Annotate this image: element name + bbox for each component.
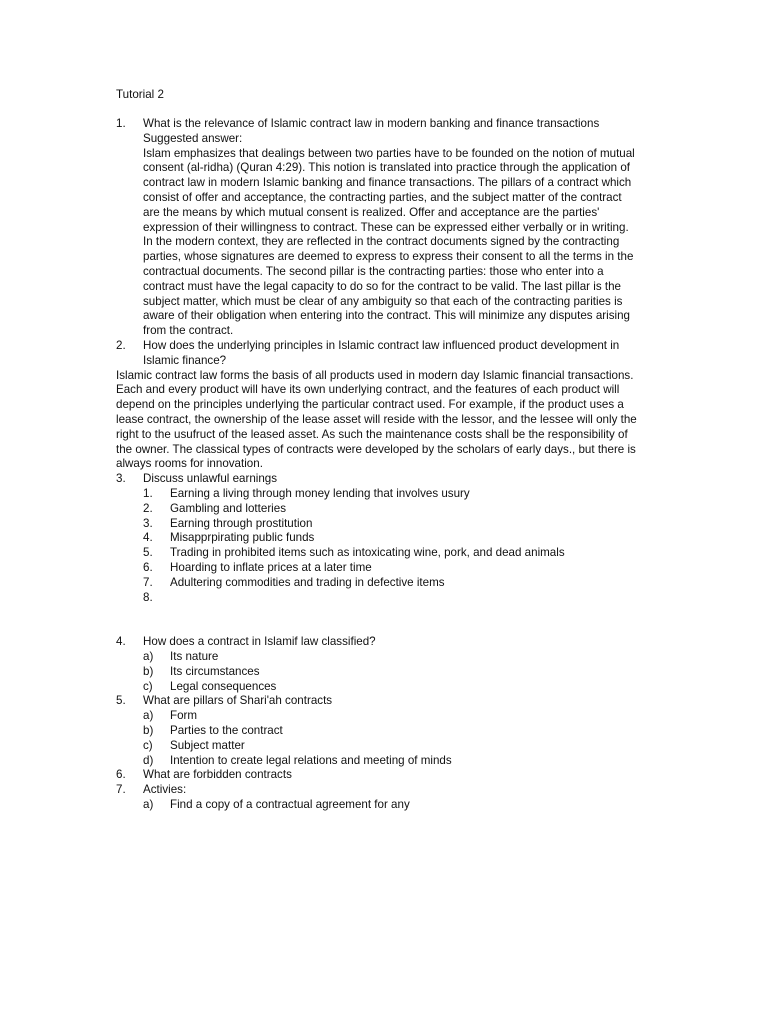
answer-paragraph [143,147,653,339]
answer-line: the owner. The classical types of contracts were developed by the scholars of early days., but there is [116,442,636,456]
list-item [0,665,650,680]
list-item-text: Legal consequences [170,679,277,693]
list-item-text: Subject matter [170,738,245,752]
question-number: 7. [116,783,126,797]
answer-line: subject matter, which must be clear of any ambiguity so that each of the contracting parities is [143,294,623,308]
list-item [0,650,650,665]
list-item-number: 8. [143,590,153,604]
question-number: 4. [116,635,126,649]
list-item-number: 2. [143,501,153,515]
list-item-text: Hoarding to inflate prices at a later time [170,560,372,574]
question-text: What is the relevance of Islamic contract law in modern banking and finance transactions [143,117,600,130]
list-item-text: Earning through prostitution [170,516,313,530]
list-item-text: Intention to create legal relations and meeting of minds [170,753,452,767]
list-item [0,724,650,739]
list-item [0,680,650,695]
list-item [0,739,650,754]
question-number: 2. [116,338,126,352]
question-text: How does the underlying principles in Islamic contract law influenced product development in [143,338,620,352]
list-item-text [170,591,650,606]
list-item [0,546,650,561]
list-item-text: Misapprpirating public funds [170,531,315,545]
list-item-letter: a) [143,798,154,812]
question-text: Discuss unlawful earnings [143,472,278,486]
answer-line: always rooms for innovation. [116,457,263,471]
list-item-number: 4. [143,531,153,545]
document-title: Tutorial 2 [116,88,164,101]
question-number: 6. [116,768,126,782]
list-item [0,487,650,502]
list-item-letter: d) [143,753,154,767]
answer-paragraph [0,369,651,473]
list-item [0,591,650,606]
question-1 [0,117,653,339]
answer-line: lease contract, the ownership of the lease asset will reside with the lessor, and the lessee will only the [116,412,637,426]
answer-line: consent (al-ridha) (Quran 4:29). This notion is translated into practice through the application of [143,161,630,175]
answer-line: Each and every product will have its own underlying contract, and the features of each product will [116,383,620,397]
question-number: 3. [116,472,126,486]
list-item-number: 7. [143,575,153,589]
answer-line: right to the usufruct of the leased asset. As such the maintenance costs shall be the responsibility of [116,427,628,441]
question-7 [0,783,653,798]
question-text: How does a contract in Islamif law classified? [143,635,376,649]
answer-line: depend on the principles underlying the particular contract used. For example, if the product uses a [116,398,624,412]
list-item [0,798,650,813]
list-item [0,561,650,576]
answer-line: aware of their obligation when entering into the contract. This will minimize any disputes arising [143,309,630,323]
question-text: Islamic finance? [143,353,227,367]
question-5 [0,694,653,709]
list-item-text: Gambling and lotteries [170,501,286,515]
list-item-text: Earning a living through money lending that involves usury [170,486,470,500]
list-item-text: Form [170,709,198,723]
list-item-number: 1. [143,486,153,500]
answer-line: expression of their willingness to contract. These can be expressed either verbally or in writing. [143,220,629,234]
document-body [0,117,768,813]
list-item-letter: a) [143,709,154,723]
list-item-text: Parties to the contract [170,724,283,738]
question-text: Activies: [143,783,187,797]
list-item [0,709,650,724]
answer-line: contract law in modern Islamic banking and finance transactions. The pillars of a contract which [143,176,632,190]
list-item-letter: b) [143,664,154,678]
question-number: 1. [116,117,126,130]
list-item [0,502,650,517]
list-item-text: Its circumstances [170,664,260,678]
answer-line: are the means by which mutual consent is realized. Offer and acceptance are the parties' [143,205,600,219]
list-item-letter: a) [143,650,154,664]
question-text: What are forbidden contracts [143,768,292,782]
answer-line: In the modern context, they are reflected in the contract documents signed by the contracting [143,235,620,249]
question-6 [0,768,653,783]
list-item-text: Adultering commodities and trading in defective items [170,575,445,589]
answer-line: parties, whose signatures are deemed to express to express their consent to all the terms in the [143,250,634,264]
list-item-number: 5. [143,546,153,560]
answer-line: from the contract. [143,324,234,338]
list-item-text: Trading in prohibited items such as intoxicating wine, pork, and dead animals [170,546,565,560]
question-3 [0,472,653,487]
suggested-answer-label: Suggested answer: [143,131,243,145]
answer-line: Islamic contract law forms the basis of all products used in modern day Islamic financial transactions. [116,368,634,382]
list-item-text: Its nature [170,650,219,664]
list-item [0,576,650,591]
list-item [0,754,650,769]
answer-line: Islam emphasizes that dealings between two parties have to be founded on the notion of mutual [143,146,635,160]
list-item-text: Find a copy of a contractual agreement for any [170,798,410,812]
list-item-number: 3. [143,516,153,530]
question-text: What are pillars of Shari'ah contracts [143,694,333,708]
answer-line: contract must have the legal capacity to do so for the contract to be valid. The last pillar is the [143,279,621,293]
list-item-letter: c) [143,679,153,693]
question-2 [0,339,653,369]
answer-line: contractual documents. The second pillar is the contracting parties: those who enter into a [143,264,604,278]
list-item [0,517,650,532]
list-item-number: 6. [143,560,153,574]
list-item-letter: b) [143,724,154,738]
list-item [0,531,650,546]
answer-line: consist of offer and acceptance, the contracting parties, and the subject matter of the contract [143,190,622,204]
question-4 [0,635,653,650]
question-number: 5. [116,694,126,708]
list-item-letter: c) [143,738,153,752]
blank-spacer [0,605,768,635]
